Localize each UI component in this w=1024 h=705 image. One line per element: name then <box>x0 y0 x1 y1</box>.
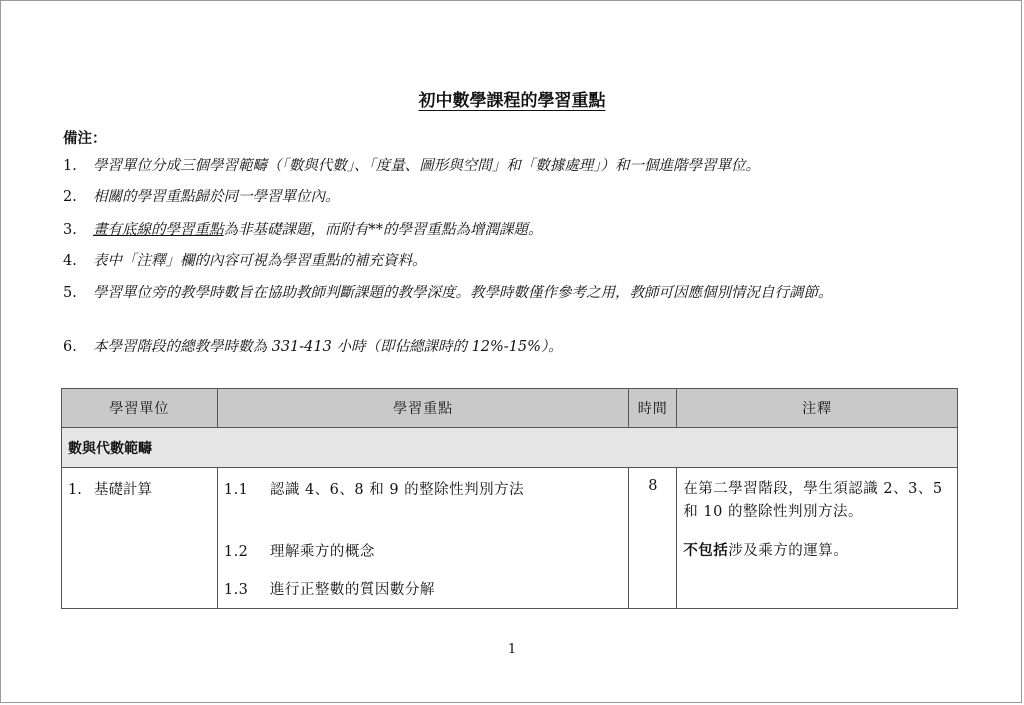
header-unit: 學習單位 <box>62 389 218 428</box>
note-item: 3. 畫有底線的學習重點為非基礎課題，而附有**的學習重點為增潤課題。 <box>63 222 543 238</box>
note-item: 1. 學習單位分成三個學習範疇（「數與代數」、「度量、圖形與空間」和「數據處理」）和一個進階學習單位。 <box>63 158 760 174</box>
note-item: 2. 相關的學習重點歸於同一學習單位內。 <box>63 189 340 205</box>
learning-point: 1.2 理解乘方的概念 <box>223 544 375 560</box>
learning-points-table <box>61 388 958 609</box>
page-title: 初中數學課程的學習重點 <box>418 91 606 111</box>
table-row <box>62 468 958 609</box>
unit-cell: 1. 基礎計算 <box>62 468 218 609</box>
note-item: 6. 本學習階段的總教學時數為 331-413 小時（即佔總課時的 12%-15%）。 <box>63 339 563 355</box>
section-title: 數與代數範疇 <box>62 428 958 468</box>
hours-cell: 8 <box>629 468 677 609</box>
header-remarks: 注釋 <box>677 389 958 428</box>
unit-name: 基礎計算 <box>94 482 152 498</box>
remarks-cell <box>677 468 958 609</box>
learning-point: 1.3 進行正整數的質因數分解 <box>223 582 435 598</box>
section-row <box>62 428 958 468</box>
underlined-term: 畫有底線的學習重點 <box>93 222 224 238</box>
header-hours: 時間 <box>629 389 677 428</box>
learning-point: 1.1 認識 4、6、8 和 9 的整除性判別方法 <box>223 482 525 498</box>
note-item: 4. 表中「注釋」欄的內容可視為學習重點的補充資料。 <box>63 253 427 269</box>
remark-text: 不包括涉及乘方的運算。 <box>683 543 849 559</box>
page-number: 1 <box>507 642 517 657</box>
notes-label: 備注： <box>63 131 107 147</box>
points-cell <box>217 468 628 609</box>
remark-text: 在第二學習階段，學生須認識 2、3、5 和 10 的整除性判別方法。 <box>683 481 943 520</box>
note-item: 5. 學習單位旁的教學時數旨在協助教師判斷課題的教學深度。教學時數僅作參考之用，教師可因應個別情況自行調節。 <box>63 285 833 301</box>
table-header-row <box>62 389 958 428</box>
header-points: 學習重點 <box>217 389 628 428</box>
